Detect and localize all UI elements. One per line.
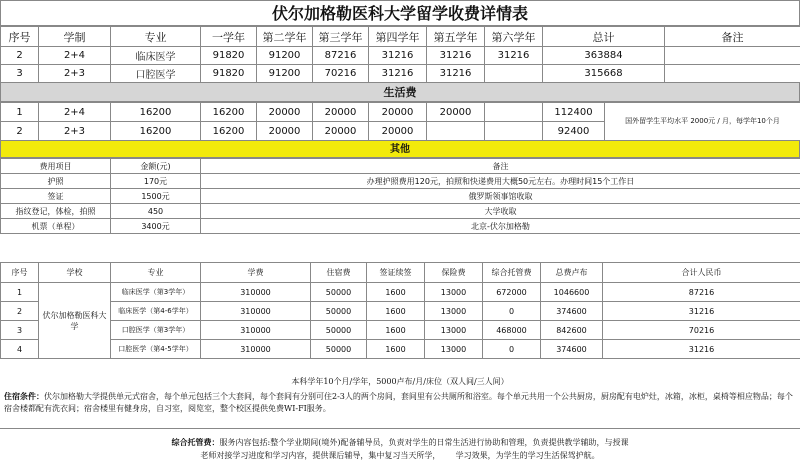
cell: 护照 bbox=[1, 174, 111, 189]
cell: 70216 bbox=[603, 321, 800, 340]
table-row bbox=[1, 302, 800, 321]
table-row bbox=[1, 65, 800, 83]
cell: 13000 bbox=[425, 321, 483, 340]
other-header-row bbox=[1, 159, 800, 174]
school-name: 伏尔加格勒医科大学 bbox=[39, 283, 111, 359]
cell bbox=[427, 122, 485, 141]
cell bbox=[485, 122, 543, 141]
header-cell: 保险费 bbox=[425, 263, 483, 283]
cell: 口腔医学（第3学年） bbox=[111, 321, 201, 340]
cell: 0 bbox=[483, 302, 541, 321]
cell: 大学收取 bbox=[201, 204, 800, 219]
cell: 2+3 bbox=[39, 65, 111, 83]
cell: 374600 bbox=[541, 302, 603, 321]
cell: 临床医学 bbox=[111, 47, 201, 65]
management-label: 综合托管费： bbox=[171, 437, 220, 447]
cell: 310000 bbox=[201, 302, 311, 321]
table-row bbox=[1, 283, 800, 302]
header-cell: 综合托管费 bbox=[483, 263, 541, 283]
header-cell: 合计人民币 bbox=[603, 263, 800, 283]
cell: 临床医学（第4-6学年） bbox=[111, 302, 201, 321]
header-cell: 第二学年 bbox=[257, 27, 313, 47]
cell: 31216 bbox=[603, 340, 800, 359]
cell: 口腔医学 bbox=[111, 65, 201, 83]
management-text-1: 服务内容包括:整个学业期间(境外)配备辅导员，负责对学生的日常生活进行协助和管理，负责提供教学辅助，与授课 bbox=[219, 438, 629, 447]
living-section-title: 生活费 bbox=[0, 82, 800, 102]
cell: 0 bbox=[483, 340, 541, 359]
cell: 20000 bbox=[257, 122, 313, 141]
cell: 50000 bbox=[311, 283, 367, 302]
cell: 2 bbox=[1, 47, 39, 65]
living-table bbox=[0, 102, 800, 141]
cell: 2+3 bbox=[39, 122, 111, 141]
table-row bbox=[1, 103, 800, 122]
header-cell: 签证续签 bbox=[367, 263, 425, 283]
header-cell: 第六学年 bbox=[485, 27, 543, 47]
cell: 50000 bbox=[311, 321, 367, 340]
table-row bbox=[1, 47, 800, 65]
header-cell: 金额(元) bbox=[111, 159, 201, 174]
cell: 20000 bbox=[313, 122, 369, 141]
table-row bbox=[1, 204, 800, 219]
header-cell: 序号 bbox=[1, 263, 39, 283]
header-cell: 费用项目 bbox=[1, 159, 111, 174]
header-cell: 总计 bbox=[543, 27, 665, 47]
cell: 3 bbox=[1, 321, 39, 340]
cell: 13000 bbox=[425, 340, 483, 359]
cell: 口腔医学（第4-5学年） bbox=[111, 340, 201, 359]
table-row bbox=[1, 219, 800, 234]
header-cell: 学校 bbox=[39, 263, 111, 283]
cell: 20000 bbox=[369, 103, 427, 122]
cell: 315668 bbox=[543, 65, 665, 83]
cell: 91200 bbox=[257, 65, 313, 83]
tuition-table bbox=[0, 26, 800, 83]
cell: 16200 bbox=[111, 122, 201, 141]
cell: 70216 bbox=[313, 65, 369, 83]
cell: 468000 bbox=[483, 321, 541, 340]
summary-header-row bbox=[1, 263, 800, 283]
accommodation-rate: 本科学年10个月/学年，5000卢布/月/床位（双人间/三人间） bbox=[291, 377, 509, 386]
cell: 91820 bbox=[201, 47, 257, 65]
cell bbox=[485, 103, 543, 122]
cell: 374600 bbox=[541, 340, 603, 359]
cell: 16200 bbox=[111, 103, 201, 122]
header-cell: 专业 bbox=[111, 263, 201, 283]
cell: 112400 bbox=[543, 103, 605, 122]
cell: 20000 bbox=[257, 103, 313, 122]
cell: 91200 bbox=[257, 47, 313, 65]
cell: 2+4 bbox=[39, 103, 111, 122]
cell: 91820 bbox=[201, 65, 257, 83]
cell: 临床医学（第3学年） bbox=[111, 283, 201, 302]
cell bbox=[665, 47, 800, 65]
cell: 13000 bbox=[425, 302, 483, 321]
management-text-2: 老师对接学习进度和学习内容，提供课后辅导，集中复习当天所学， 学习效果，为学生的学习生活保驾护航。 bbox=[200, 451, 600, 460]
table-row bbox=[1, 189, 800, 204]
cell bbox=[485, 65, 543, 83]
cell: 20000 bbox=[369, 122, 427, 141]
cell: 1 bbox=[1, 103, 39, 122]
cell: 2+4 bbox=[39, 47, 111, 65]
cell: 指纹登记，体检，拍照 bbox=[1, 204, 111, 219]
cell: 20000 bbox=[313, 103, 369, 122]
cell: 31216 bbox=[485, 47, 543, 65]
cell: 31216 bbox=[427, 47, 485, 65]
table-row bbox=[1, 174, 800, 189]
other-fees-table bbox=[0, 158, 800, 234]
cell: 3 bbox=[1, 65, 39, 83]
cell: 北京-伏尔加格勒 bbox=[201, 219, 800, 234]
cell: 俄罗斯领事馆收取 bbox=[201, 189, 800, 204]
cell: 450 bbox=[111, 204, 201, 219]
cell: 13000 bbox=[425, 283, 483, 302]
header-cell: 住宿费 bbox=[311, 263, 367, 283]
divider bbox=[0, 428, 800, 429]
header-cell: 序号 bbox=[1, 27, 39, 47]
cell: 机票（单程） bbox=[1, 219, 111, 234]
summary-table bbox=[0, 262, 800, 359]
header-cell: 总费卢布 bbox=[541, 263, 603, 283]
cell: 1600 bbox=[367, 340, 425, 359]
cell: 1600 bbox=[367, 302, 425, 321]
cell: 310000 bbox=[201, 340, 311, 359]
cell: 办理护照费用120元，拍照和快递费用大概50元左右。办理时间15个工作日 bbox=[201, 174, 800, 189]
header-cell: 备注 bbox=[201, 159, 800, 174]
housing-label: 住宿条件： bbox=[4, 391, 44, 401]
cell: 31216 bbox=[427, 65, 485, 83]
cell: 20000 bbox=[427, 103, 485, 122]
cell: 92400 bbox=[543, 122, 605, 141]
tuition-header-row bbox=[1, 27, 800, 47]
cell: 16200 bbox=[201, 103, 257, 122]
header-cell: 第四学年 bbox=[369, 27, 427, 47]
cell bbox=[665, 65, 800, 83]
cell: 31216 bbox=[603, 302, 800, 321]
cell: 16200 bbox=[201, 122, 257, 141]
cell: 50000 bbox=[311, 302, 367, 321]
header-cell: 备注 bbox=[665, 27, 800, 47]
header-cell: 一学年 bbox=[201, 27, 257, 47]
cell: 1046600 bbox=[541, 283, 603, 302]
header-cell: 第三学年 bbox=[313, 27, 369, 47]
cell: 50000 bbox=[311, 340, 367, 359]
cell: 170元 bbox=[111, 174, 201, 189]
cell: 31216 bbox=[369, 47, 427, 65]
page-title: 伏尔加格勒医科大学留学收费详情表 bbox=[0, 0, 800, 26]
cell: 363884 bbox=[543, 47, 665, 65]
table-row bbox=[1, 340, 800, 359]
cell: 842600 bbox=[541, 321, 603, 340]
other-section-title: 其他 bbox=[0, 140, 800, 158]
cell: 87216 bbox=[603, 283, 800, 302]
cell: 2 bbox=[1, 302, 39, 321]
cell: 310000 bbox=[201, 321, 311, 340]
cell: 4 bbox=[1, 340, 39, 359]
header-cell: 学制 bbox=[39, 27, 111, 47]
cell: 1600 bbox=[367, 283, 425, 302]
cell: 310000 bbox=[201, 283, 311, 302]
header-cell: 学费 bbox=[201, 263, 311, 283]
cell: 签证 bbox=[1, 189, 111, 204]
cell: 2 bbox=[1, 122, 39, 141]
housing-conditions bbox=[0, 390, 800, 415]
cell: 1600 bbox=[367, 321, 425, 340]
cell: 3400元 bbox=[111, 219, 201, 234]
cell: 31216 bbox=[369, 65, 427, 83]
cell: 672000 bbox=[483, 283, 541, 302]
table-row bbox=[1, 321, 800, 340]
header-cell: 专业 bbox=[111, 27, 201, 47]
cell: 87216 bbox=[313, 47, 369, 65]
living-note: 国外留学生平均水平 2000元 / 月，每学年10个月 bbox=[605, 103, 800, 141]
cell: 1500元 bbox=[111, 189, 201, 204]
header-cell: 第五学年 bbox=[427, 27, 485, 47]
management-fee-line1 bbox=[0, 436, 800, 449]
housing-text: 伏尔加格勒大学提供单元式宿舍，每个单元包括三个大套间，每个套间有分别可住2-3人的两个房间，套间里有公共厕所和浴室。每个单元共用一个公共厨房，厨房配有电炉灶，冰箱，冰柜，桌椅等相应物品；每个宿舍楼都配有洗衣间；宿舍楼里有健身房，自习室，阅览室，整个校区提供免费WI-FI服务。 bbox=[4, 392, 793, 413]
cell: 1 bbox=[1, 283, 39, 302]
